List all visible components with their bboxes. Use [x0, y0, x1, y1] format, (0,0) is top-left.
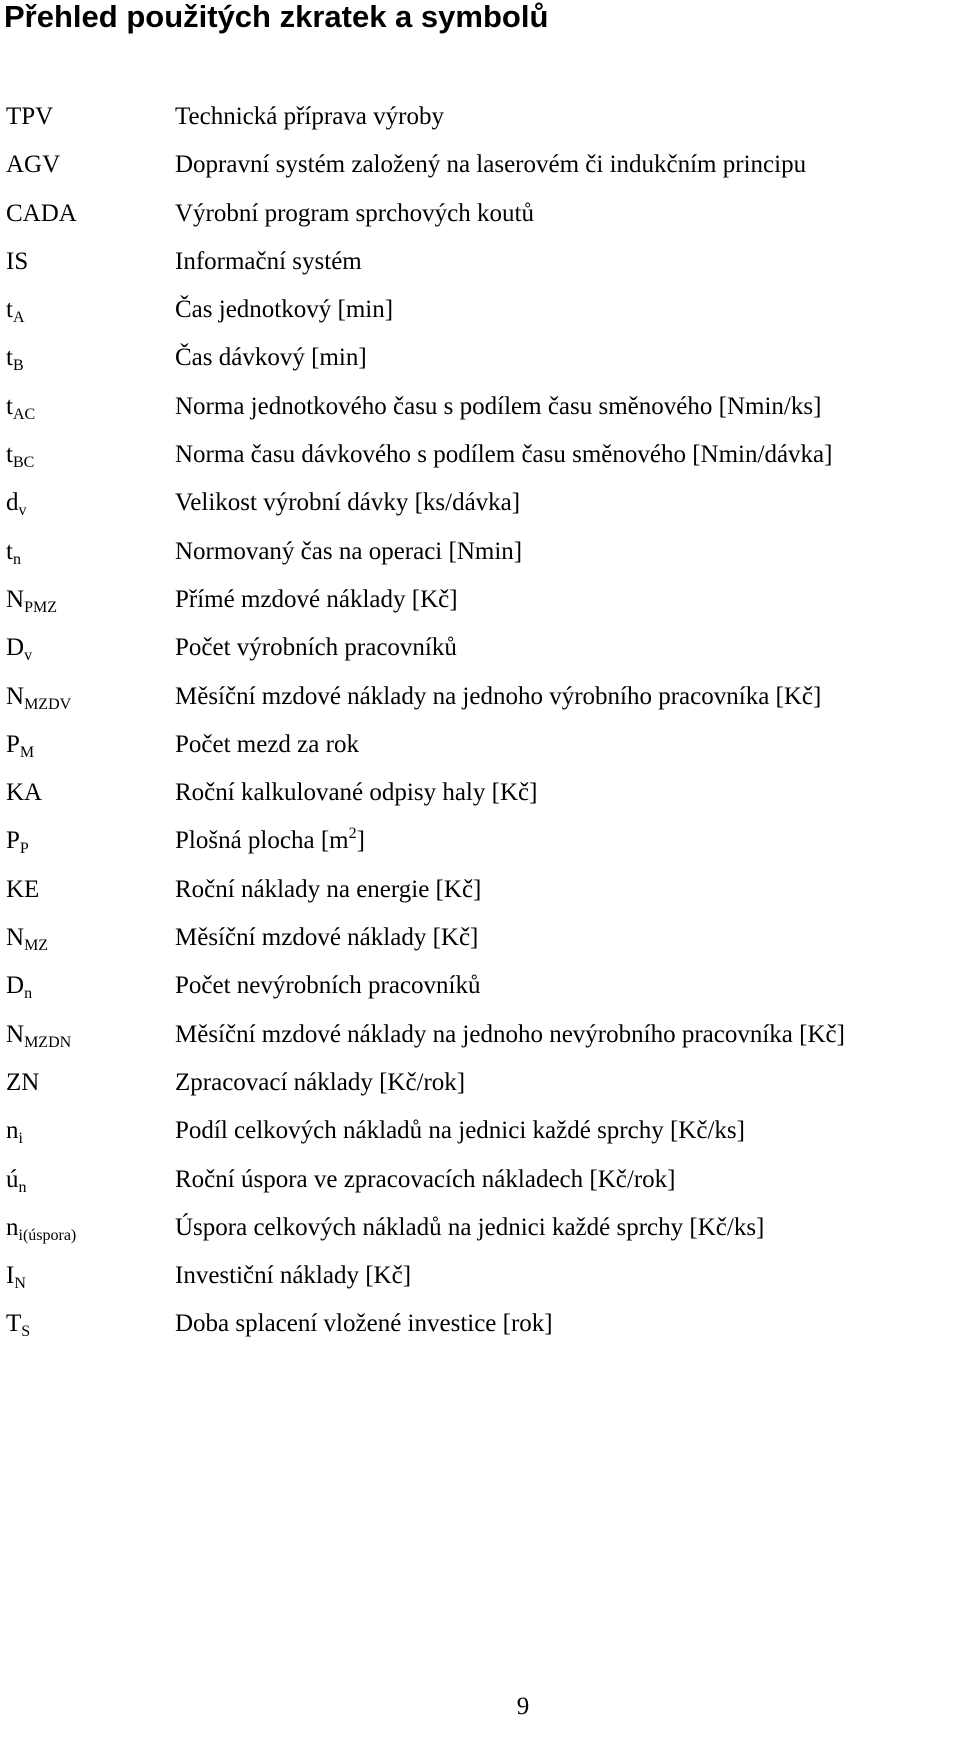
abbreviation-description — [175, 624, 457, 672]
abbreviation-symbol — [6, 1107, 23, 1158]
description-text: Informační systém — [175, 247, 362, 275]
abbreviation-row — [0, 93, 960, 141]
abbreviation-row — [0, 914, 960, 962]
abbreviation-symbol — [6, 866, 39, 914]
symbol-subscript: AC — [12, 405, 36, 423]
symbol-subscript: A — [12, 309, 25, 327]
abbreviation-row — [0, 1156, 960, 1204]
abbreviation-row — [0, 141, 960, 189]
symbol-base: KA — [6, 779, 43, 807]
abbreviation-description — [175, 1204, 764, 1252]
symbol-subscript: N — [14, 1275, 26, 1293]
abbreviation-symbol — [6, 962, 32, 1013]
symbol-subscript: M — [19, 743, 35, 761]
description-text: Počet mezd za rok — [175, 730, 359, 758]
description-text: Dopravní systém založený na laserovém či indukčním principu — [175, 151, 807, 179]
abbreviation-description — [175, 721, 359, 769]
abbreviation-symbol — [6, 334, 24, 385]
symbol-base: D — [6, 634, 25, 662]
abbreviation-row — [0, 383, 960, 431]
abbreviation-symbol — [6, 141, 60, 189]
symbol-subscript: PMZ — [24, 598, 57, 616]
abbreviation-symbol — [6, 383, 35, 434]
abbreviation-row — [0, 721, 960, 769]
abbreviation-description — [175, 383, 821, 431]
abbreviation-symbol — [6, 1204, 76, 1255]
page-number: 9 — [516, 1693, 530, 1720]
symbol-base: IS — [6, 247, 29, 275]
symbol-base: ZN — [6, 1068, 40, 1096]
symbol-subscript: MZDN — [24, 1033, 72, 1051]
abbreviation-symbol — [6, 576, 57, 627]
abbreviation-row — [0, 190, 960, 238]
description-text: Plošná plocha [m — [175, 827, 349, 855]
abbreviation-row — [0, 528, 960, 576]
description-text: Počet výrobních pracovníků — [175, 634, 457, 662]
abbreviation-symbol — [6, 721, 34, 772]
description-text: Norma času dávkového s podílem času směnového [Nmin/dávka] — [175, 441, 833, 469]
abbreviation-row — [0, 817, 960, 865]
symbol-base: I — [6, 1262, 15, 1290]
symbol-base: t — [6, 296, 13, 324]
description-text: Výrobní program sprchových koutů — [175, 199, 534, 227]
symbol-subscript: P — [19, 840, 29, 858]
description-text: Velikost výrobní dávky [ks/dávka] — [175, 489, 521, 517]
description-text: Norma jednotkového času s podílem času směnového [Nmin/ks] — [175, 392, 822, 420]
abbreviation-row — [0, 673, 960, 721]
description-text: Měsíční mzdové náklady [Kč] — [175, 924, 479, 952]
abbreviation-row — [0, 238, 960, 286]
abbreviation-description — [175, 528, 522, 576]
abbreviation-row — [0, 334, 960, 382]
abbreviation-row — [0, 286, 960, 334]
description-text: Měsíční mzdové náklady na jednoho nevýrobního pracovníka [Kč] — [175, 1020, 845, 1048]
symbol-subscript: S — [21, 1323, 31, 1341]
description-text: Čas dávkový [min] — [175, 344, 367, 372]
abbreviation-description — [175, 817, 365, 868]
abbreviation-description — [175, 334, 367, 382]
description-text: Počet nevýrobních pracovníků — [175, 972, 481, 1000]
description-text-end: ] — [356, 827, 365, 855]
abbreviation-description — [175, 479, 520, 527]
symbol-base: d — [6, 489, 19, 517]
abbreviation-row — [0, 479, 960, 527]
abbreviation-symbol — [6, 1059, 39, 1107]
symbol-base: n — [6, 1117, 19, 1145]
page-title: Přehled použitých zkratek a symbolů — [4, 0, 549, 34]
description-superscript: 2 — [348, 825, 357, 843]
abbreviation-row — [0, 1107, 960, 1155]
description-text: Měsíční mzdové náklady na jednoho výrobního pracovníka [Kč] — [175, 682, 822, 710]
symbol-base: T — [6, 1310, 22, 1338]
symbol-subscript: i(úspora) — [18, 1226, 77, 1244]
symbol-subscript: n — [24, 985, 33, 1003]
abbreviation-row — [0, 866, 960, 914]
symbol-subscript: n — [18, 1178, 27, 1196]
abbreviation-row — [0, 1252, 960, 1300]
abbreviation-description — [175, 866, 481, 914]
description-text: Normovaný čas na operaci [Nmin] — [175, 537, 523, 565]
symbol-subscript: v — [18, 502, 27, 520]
description-text: Roční náklady na energie [Kč] — [175, 875, 482, 903]
abbreviation-symbol — [6, 769, 42, 817]
symbol-base: AGV — [6, 151, 61, 179]
abbreviation-row — [0, 624, 960, 672]
abbreviation-symbol — [6, 238, 28, 286]
abbreviation-row — [0, 1011, 960, 1059]
description-text: Investiční náklady [Kč] — [175, 1262, 412, 1290]
abbreviation-row — [0, 1300, 960, 1348]
abbreviation-symbol — [6, 1252, 26, 1303]
abbreviation-description — [175, 190, 534, 238]
abbreviation-description — [175, 962, 480, 1010]
symbol-subscript: B — [12, 357, 24, 375]
description-text: Podíl celkových nákladů na jednici každé sprchy [Kč/ks] — [175, 1117, 745, 1145]
symbol-base: N — [6, 682, 25, 710]
abbreviation-description — [175, 576, 458, 624]
description-text: Roční kalkulované odpisy haly [Kč] — [175, 779, 538, 807]
symbol-base: t — [6, 537, 13, 565]
description-text: Doba splacení vložené investice [rok] — [175, 1310, 553, 1338]
abbreviation-symbol — [6, 914, 48, 965]
abbreviation-description — [175, 1107, 745, 1155]
abbreviation-description — [175, 141, 806, 189]
symbol-base: t — [6, 392, 13, 420]
abbreviation-row — [0, 1059, 960, 1107]
abbreviation-row — [0, 431, 960, 479]
abbreviation-description — [175, 93, 444, 141]
abbreviation-description — [175, 1059, 465, 1107]
abbreviation-row — [0, 769, 960, 817]
abbreviation-list — [0, 93, 960, 1349]
symbol-base: D — [6, 972, 25, 1000]
abbreviation-description — [175, 1300, 553, 1348]
abbreviation-symbol — [6, 1156, 27, 1207]
symbol-base: t — [6, 344, 13, 372]
description-text: Technická příprava výroby — [175, 103, 444, 130]
description-text: Přímé mzdové náklady [Kč] — [175, 585, 458, 613]
symbol-base: TPV — [6, 103, 54, 130]
abbreviation-symbol — [6, 1011, 71, 1062]
abbreviation-symbol — [6, 817, 29, 868]
description-text: Roční úspora ve zpracovacích nákladech [Kč/rok] — [175, 1165, 676, 1193]
description-text: Čas jednotkový [min] — [175, 296, 394, 324]
abbreviation-row — [0, 962, 960, 1010]
symbol-base: N — [6, 1020, 25, 1048]
abbreviation-row — [0, 1204, 960, 1252]
abbreviation-description — [175, 1252, 411, 1300]
abbreviation-symbol — [6, 431, 34, 482]
abbreviation-symbol — [6, 624, 32, 675]
symbol-base: ú — [6, 1165, 19, 1193]
abbreviation-symbol — [6, 286, 25, 337]
abbreviation-description — [175, 769, 537, 817]
abbreviation-symbol — [6, 190, 77, 238]
abbreviation-description — [175, 1011, 845, 1059]
abbreviation-description — [175, 673, 821, 721]
symbol-base: P — [6, 730, 20, 758]
symbol-subscript: n — [12, 550, 21, 568]
symbol-base: t — [6, 441, 13, 469]
symbol-subscript: MZ — [24, 937, 49, 955]
symbol-subscript: i — [18, 1130, 23, 1148]
symbol-subscript: v — [24, 647, 33, 665]
description-text: Zpracovací náklady [Kč/rok] — [175, 1068, 466, 1096]
symbol-base: KE — [6, 875, 40, 903]
symbol-subscript: MZDV — [24, 695, 72, 713]
abbreviation-description — [175, 914, 478, 962]
abbreviation-description — [175, 431, 832, 479]
abbreviation-description — [175, 238, 362, 286]
abbreviation-symbol — [6, 479, 27, 530]
abbreviation-row — [0, 576, 960, 624]
symbol-base: P — [6, 827, 20, 855]
symbol-base: CADA — [6, 199, 77, 227]
symbol-base: N — [6, 585, 25, 613]
abbreviation-description — [175, 286, 393, 334]
abbreviation-symbol — [6, 528, 21, 579]
description-text: Úspora celkových nákladů na jednici každé sprchy [Kč/ks] — [175, 1213, 765, 1241]
symbol-subscript: BC — [12, 454, 35, 472]
abbreviation-symbol — [6, 1300, 30, 1351]
symbol-base: N — [6, 924, 25, 952]
abbreviation-symbol — [6, 93, 53, 141]
abbreviation-symbol — [6, 673, 71, 724]
abbreviation-description — [175, 1156, 675, 1204]
symbol-base: n — [6, 1213, 19, 1241]
